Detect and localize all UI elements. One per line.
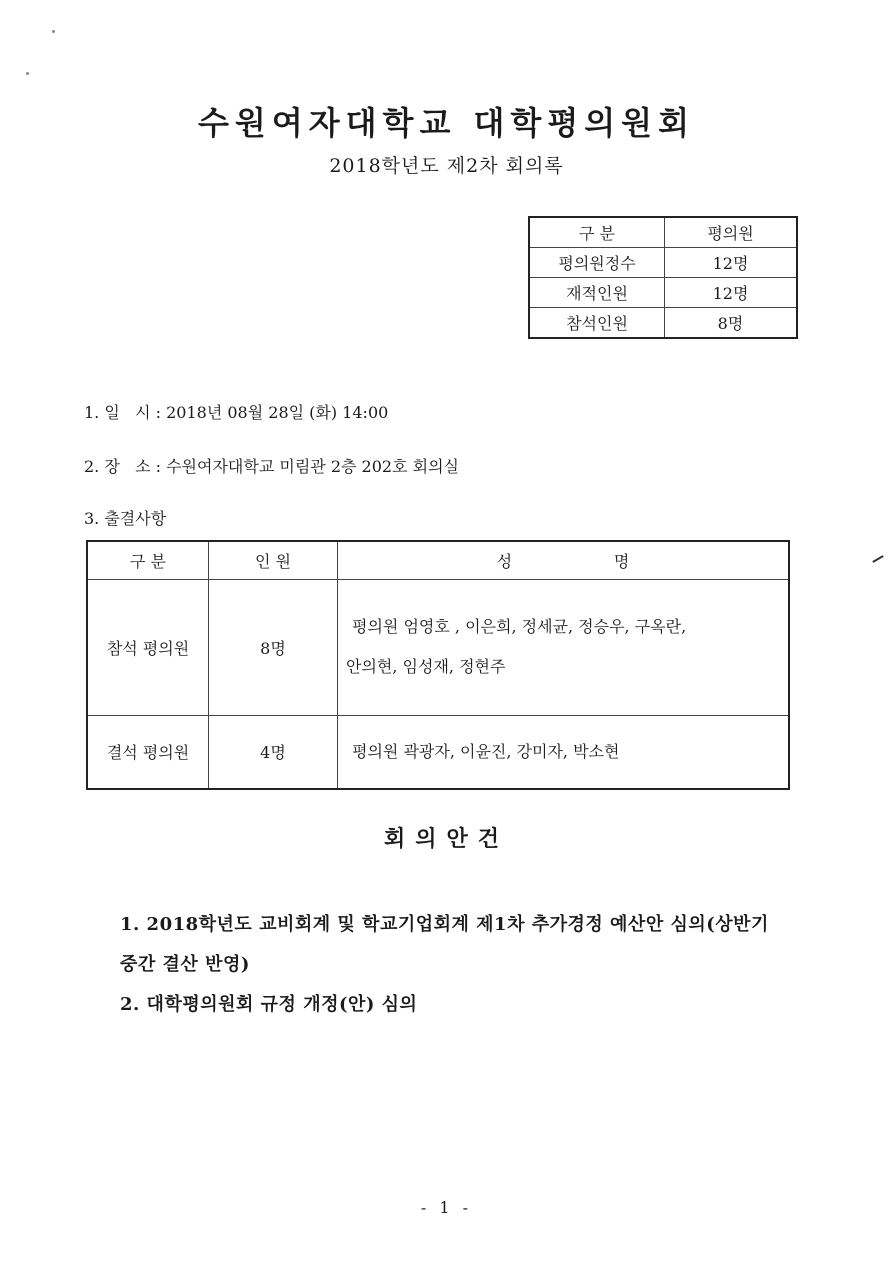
table-header-cell: 성 명: [338, 541, 790, 579]
member-summary-table: [528, 216, 798, 339]
attendance-table: [86, 540, 790, 790]
table-header-cell: 인 원: [209, 541, 338, 579]
table-header-cell: 평의원: [665, 217, 798, 248]
agenda-item-1-continued: 중간 결산 반영): [120, 954, 250, 975]
table-row: [529, 278, 797, 308]
table-header-cell: 구 분: [529, 217, 665, 248]
agenda-title: 회의안건: [383, 826, 509, 852]
scan-speck: [52, 30, 55, 33]
meeting-place-label: 2. 장 소: [84, 457, 151, 476]
table-row: [529, 308, 797, 339]
agenda-item-2: 2. 대학평의원회 규정 개정(안) 심의: [120, 994, 418, 1015]
agenda-item-1: 1. 2018학년도 교비회계 및 학교기업회계 제1차 추가경정 예산안 심의(상반기: [120, 914, 769, 935]
meeting-date-value: : 2018년 08월 28일 (화) 14:00: [155, 403, 389, 422]
present-type: 참석 평의원: [87, 579, 209, 715]
table-row: [87, 541, 789, 579]
present-names: [338, 579, 790, 715]
table-cell: 8명: [665, 308, 798, 339]
page-number: - 1 -: [420, 1198, 473, 1217]
table-row: [87, 715, 789, 789]
table-cell: 참석인원: [529, 308, 665, 339]
table-row: [529, 248, 797, 278]
meeting-place-value: : 수원여자대학교 미림관 2층 202호 회의실: [155, 457, 460, 476]
meeting-place: [84, 454, 459, 477]
attendance-heading: 3. 출결사항: [84, 509, 167, 528]
meeting-date-label: 1. 일 시: [84, 403, 151, 422]
table-row: [529, 217, 797, 248]
table-cell: 12명: [665, 278, 798, 308]
absent-type: 결석 평의원: [87, 715, 209, 789]
present-names-line: 안의현, 임성재, 정현주: [346, 657, 506, 676]
table-row: [87, 579, 789, 715]
table-header-cell: 구 분: [87, 541, 209, 579]
scan-mark: [872, 555, 883, 563]
document-title: 수원여자대학교 대학평의원회: [198, 104, 695, 142]
table-cell: 12명: [665, 248, 798, 278]
meeting-date: [84, 400, 388, 423]
scan-speck: [26, 72, 29, 75]
present-names-line: 평의원 엄영호 , 이은희, 정세균, 정승우, 구옥란,: [352, 617, 687, 636]
absent-count: 4명: [209, 715, 338, 789]
table-cell: 재적인원: [529, 278, 665, 308]
present-count: 8명: [209, 579, 338, 715]
document-subtitle: 2018학년도 제2차 회의록: [329, 155, 564, 177]
absent-names: 평의원 곽광자, 이윤진, 강미자, 박소현: [338, 715, 790, 789]
table-cell: 평의원정수: [529, 248, 665, 278]
